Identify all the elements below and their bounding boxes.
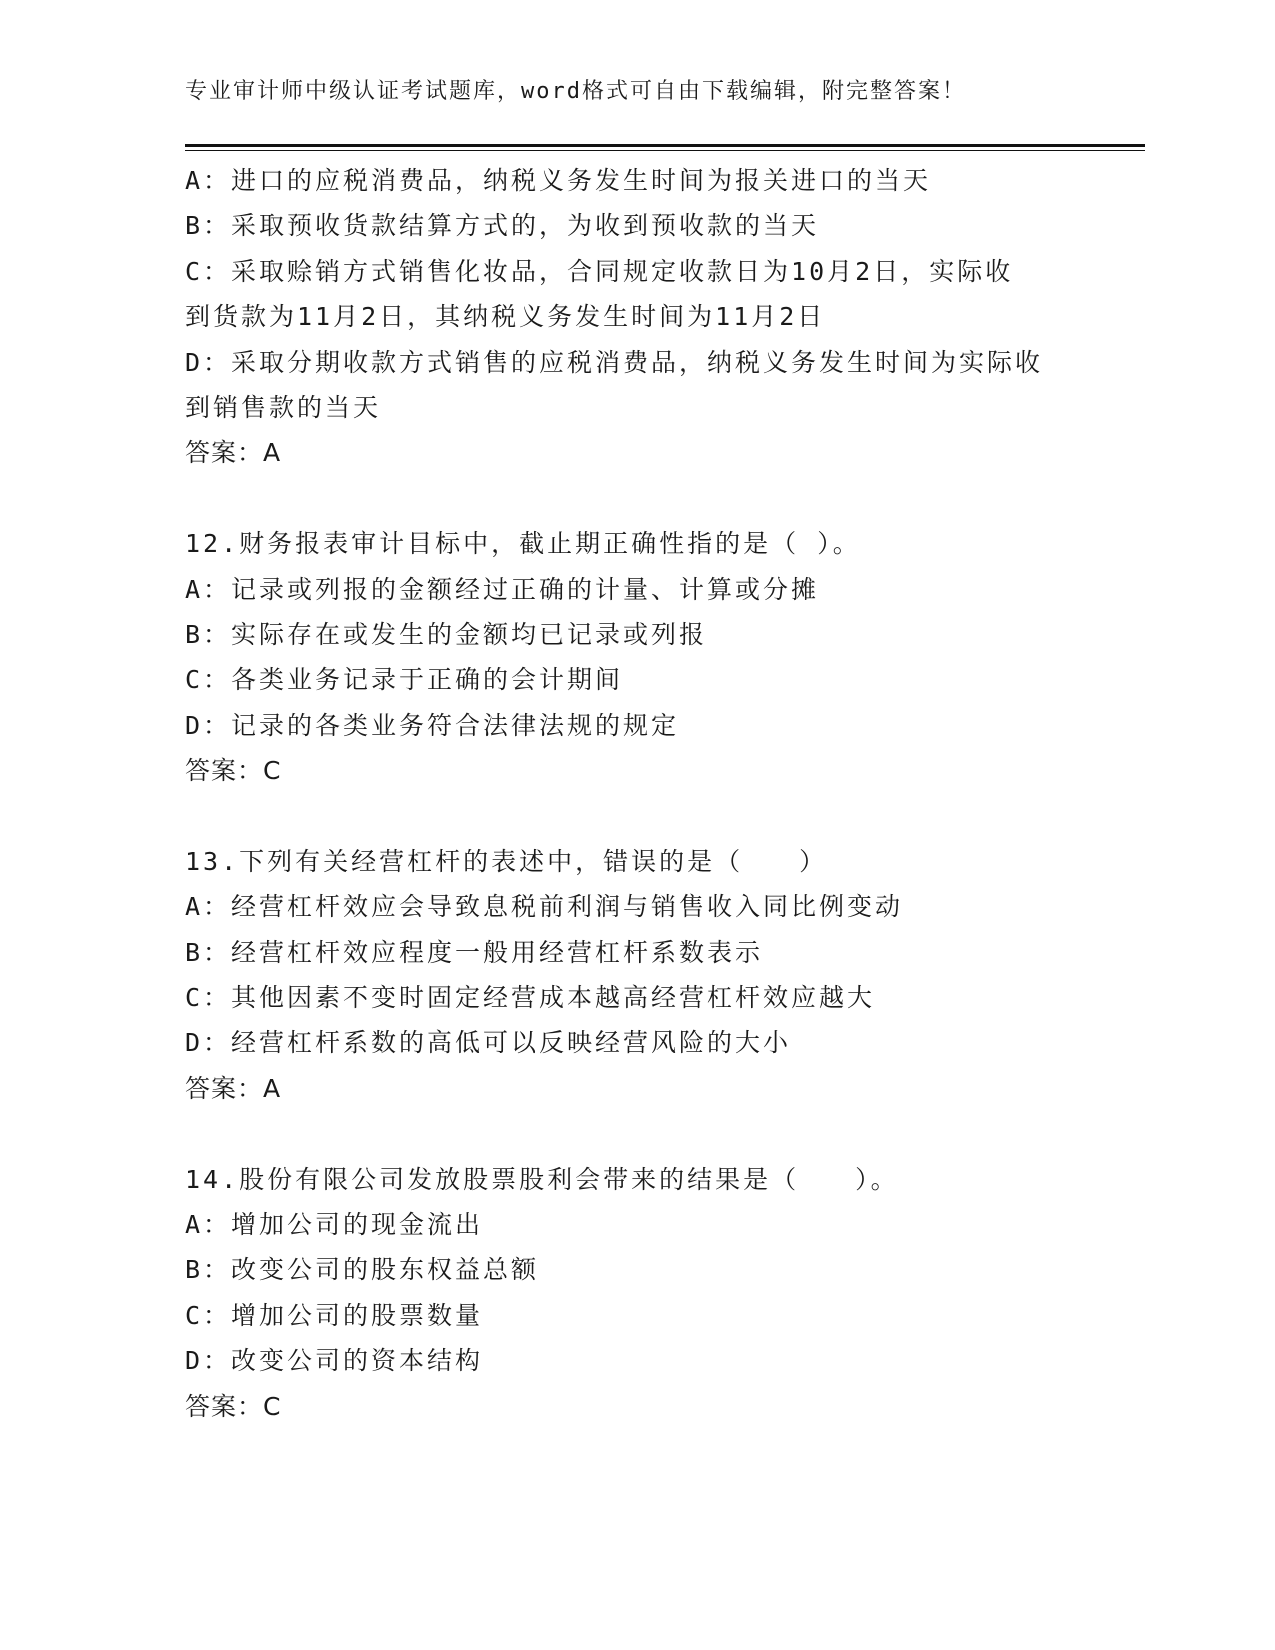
q14-question: 14.股份有限公司发放股票股利会带来的结果是（ ）。: [185, 1164, 899, 1194]
spacer: [185, 476, 1085, 521]
q14-answer: 答案：C: [185, 1391, 282, 1421]
q14-option-d: D：改变公司的资本结构: [185, 1346, 484, 1376]
header-rule-thick: [185, 144, 1145, 147]
spacer: [185, 793, 1085, 838]
q11-option-b: B：采取预收货款结算方式的，为收到预收款的当天: [185, 211, 820, 241]
q11-option-c-cont: 到货款为11月2日，其纳税义务发生时间为11月2日: [185, 302, 826, 332]
q11-option-a: A：进口的应税消费品，纳税义务发生时间为报关进口的当天: [185, 166, 932, 195]
q14-option-a: A：增加公司的现金流出: [185, 1209, 484, 1239]
q11-option-d: D：采取分期收款方式销售的应税消费品，纳税义务发生时间为实际收: [185, 347, 1044, 377]
header-rule-thin: [185, 150, 1145, 151]
q14-option-b: B：改变公司的股东权益总额: [185, 1255, 540, 1285]
q11-option-c: C：采取赊销方式销售化妆品，合同规定收款日为10月2日，实际收: [185, 256, 1014, 286]
q11-answer: 答案：A: [185, 438, 282, 468]
q12-option-d: D：记录的各类业务符合法律法规的规定: [185, 710, 680, 740]
spacer: [185, 1111, 1085, 1156]
q13-question: 13.下列有关经营杠杆的表述中，错误的是（ ）: [185, 846, 828, 876]
q13-option-b: B：经营杠杆效应程度一般用经营杠杆系数表示: [185, 937, 764, 967]
q12-option-a: A：记录或列报的金额经过正确的计量、计算或分摊: [185, 574, 820, 604]
q13-option-c: C：其他因素不变时固定经营成本越高经营杠杆效应越大: [185, 983, 876, 1013]
q11-option-d-cont: 到销售款的当天: [185, 392, 382, 422]
page-header: 专业审计师中级认证考试题库，word格式可自由下载编辑，附完整答案！: [185, 79, 966, 104]
q13-option-a: A：经营杠杆效应会导致息税前利润与销售收入同比例变动: [185, 892, 904, 922]
question-content: [185, 158, 1085, 1429]
q12-question: 12.财务报表审计目标中，截止期正确性指的是（ ）。: [185, 529, 861, 559]
q13-option-d: D：经营杠杆系数的高低可以反映经营风险的大小: [185, 1028, 792, 1058]
q12-answer: 答案：C: [185, 756, 282, 786]
q12-option-c: C：各类业务记录于正确的会计期间: [185, 665, 624, 695]
q14-option-c: C：增加公司的股票数量: [185, 1300, 484, 1330]
q12-option-b: B：实际存在或发生的金额均已记录或列报: [185, 619, 708, 649]
q13-answer: 答案：A: [185, 1073, 282, 1103]
